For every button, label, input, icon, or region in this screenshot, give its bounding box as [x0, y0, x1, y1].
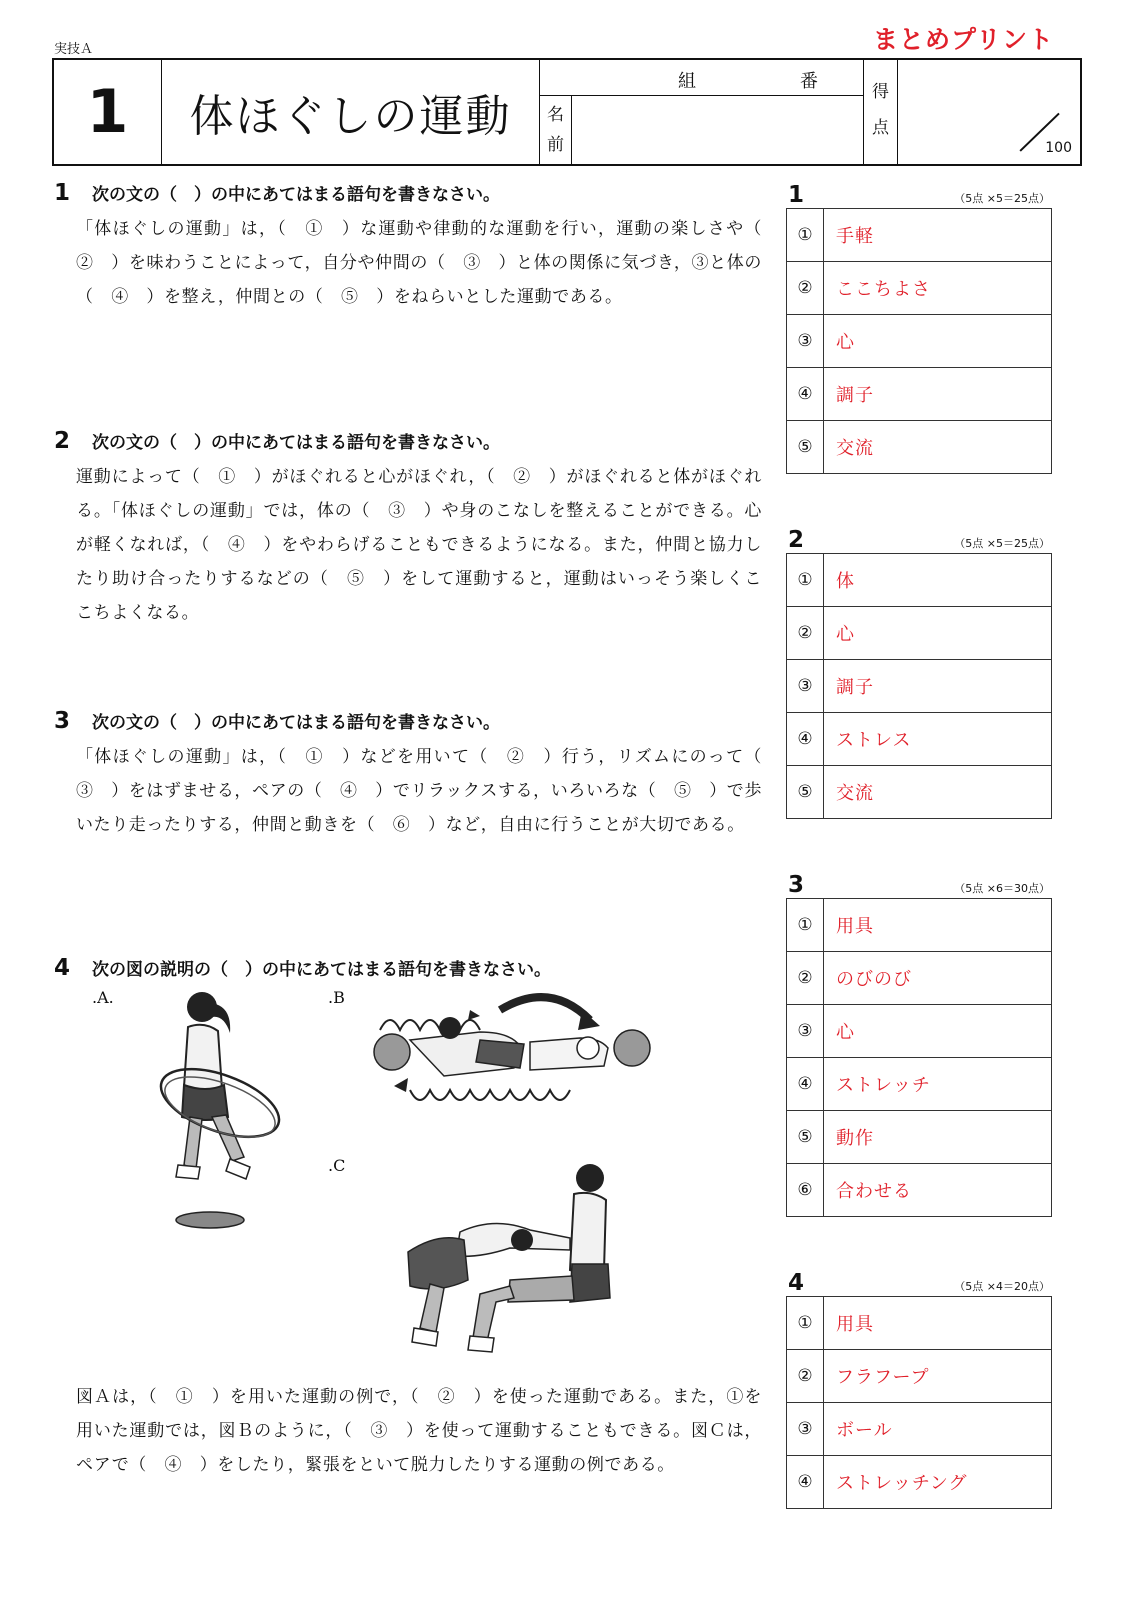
question-text: 運動によって（ ① ）がほぐれると心がほぐれ，（ ② ）がほぐれると体がほぐれる。「体ほぐしの運動」では，体の（ ③ ）や身のこなしを整えることができる。心が軽くなれば，（ ④ ）をやわらげることもできるようになる。また，仲間と協力したり助け合ったりするなどの（ ⑤ ）をして運動すると，運動はいっそう楽しくここちよくなる。: [76, 467, 762, 623]
answer-mark: ①: [787, 1297, 824, 1349]
answer-mark: ④: [787, 713, 824, 765]
question-2: [54, 428, 762, 630]
question-3: [54, 708, 780, 842]
answer-value[interactable]: 用具: [836, 916, 874, 937]
answer-row[interactable]: [787, 765, 1051, 818]
answer-box-2: [786, 525, 1052, 819]
answer-points: （5点 ×6＝30点）: [954, 882, 1050, 895]
question-instruction: 次の文の（ ）の中にあてはまる語句を書きなさい。: [92, 185, 500, 205]
score-label: [864, 60, 898, 164]
answer-points: （5点 ×4＝20点）: [954, 1280, 1050, 1293]
name-label: [540, 96, 572, 164]
answer-row[interactable]: [787, 1349, 1051, 1402]
class-label: 組: [678, 71, 696, 92]
question-text: 「体ほぐしの運動」は，（ ① ）な運動や律動的な運動を行い，運動の楽しさや（ ② ）を味わうことによって，自分や仲間の（ ③ ）と体の関係に気づき，③と体の（ ④ ）を整え，仲間との（ ⑤ ）をねらいとした運動である。: [76, 219, 780, 307]
answer-mark: ①: [787, 554, 824, 606]
answer-mark: ②: [787, 1350, 824, 1402]
question-number: 4: [54, 955, 71, 981]
answer-value[interactable]: ボール: [836, 1420, 893, 1441]
figure-b-ball-illustration: [370, 990, 660, 1110]
answer-row[interactable]: [787, 899, 1051, 951]
figure-a-hula-hoop-illustration: [150, 985, 300, 1235]
answer-mark: ①: [787, 209, 824, 261]
score-label-2: 点: [872, 118, 889, 138]
unit-title: 体ほぐしの運動: [162, 60, 540, 164]
answer-row[interactable]: [787, 1057, 1051, 1110]
answer-value[interactable]: 交流: [836, 438, 874, 459]
seat-label: 番: [800, 71, 818, 92]
answer-mark: ②: [787, 607, 824, 659]
answer-value[interactable]: 動作: [836, 1128, 874, 1149]
answer-row[interactable]: [787, 554, 1051, 606]
answer-row[interactable]: [787, 659, 1051, 712]
answer-row[interactable]: [787, 951, 1051, 1004]
header-box: [52, 58, 1082, 166]
answer-mark: ⑤: [787, 766, 824, 818]
answer-row[interactable]: [787, 1004, 1051, 1057]
question-text: 図Ａは，（ ① ）を用いた運動の例で，（ ② ）を使った運動である。また，①を用いた運動では，図Ｂのように，（ ③ ）を使って運動することもできる。図Ｃは，ペアで（ ④ ）をしたり，緊張をといて脱力したりする運動の例である。: [76, 1387, 762, 1475]
answer-value[interactable]: のびのび: [836, 969, 912, 990]
question-number: 1: [54, 180, 71, 206]
answer-box-1: [786, 180, 1052, 474]
question-instruction: 次の文の（ ）の中にあてはまる語句を書きなさい。: [92, 433, 500, 453]
answer-points: （5点 ×5＝25点）: [954, 537, 1050, 550]
answer-value[interactable]: ここちよさ: [836, 279, 931, 300]
question-1: [54, 180, 780, 314]
answer-mark: ③: [787, 1005, 824, 1057]
answer-value[interactable]: フラフープ: [836, 1367, 930, 1388]
name-label-1: 名: [547, 105, 564, 125]
name-label-2: 前: [547, 135, 564, 155]
answer-row[interactable]: [787, 420, 1051, 473]
answer-value[interactable]: ストレス: [836, 730, 912, 751]
answer-value[interactable]: ストレッチ: [836, 1075, 931, 1096]
question-4: [54, 955, 762, 981]
answer-mark: ④: [787, 1058, 824, 1110]
answer-number: 4: [788, 1270, 805, 1296]
answer-mark: ④: [787, 368, 824, 420]
answer-mark: ⑤: [787, 421, 824, 473]
answer-mark: ④: [787, 1456, 824, 1508]
score-field[interactable]: [898, 60, 1080, 164]
score-label-1: 得: [872, 82, 889, 102]
answer-table: [786, 553, 1052, 819]
figure-b-label: .B: [328, 988, 345, 1007]
answer-row[interactable]: [787, 367, 1051, 420]
unit-number: 1: [54, 60, 162, 164]
answer-value[interactable]: 手軽: [836, 226, 874, 247]
answer-value[interactable]: ストレッチング: [836, 1473, 968, 1494]
answer-row[interactable]: [787, 314, 1051, 367]
answer-mark: ②: [787, 262, 824, 314]
answer-value[interactable]: 心: [836, 332, 855, 353]
answer-value[interactable]: 体: [836, 571, 855, 592]
answer-mark: ③: [787, 660, 824, 712]
answer-row[interactable]: [787, 209, 1051, 261]
answer-table: [786, 898, 1052, 1217]
answer-value[interactable]: 合わせる: [836, 1181, 912, 1202]
answer-box-3: [786, 870, 1052, 1217]
answer-value[interactable]: 心: [836, 1022, 855, 1043]
answer-mark: ③: [787, 1403, 824, 1455]
subject-label: 実技Ａ: [54, 42, 94, 57]
answer-mark: ⑤: [787, 1111, 824, 1163]
answer-value[interactable]: 交流: [836, 783, 874, 804]
answer-mark: ③: [787, 315, 824, 367]
name-field[interactable]: [572, 96, 864, 164]
answer-row[interactable]: [787, 1402, 1051, 1455]
answer-value[interactable]: 心: [836, 624, 855, 645]
answer-row[interactable]: [787, 606, 1051, 659]
score-total: 100: [1045, 140, 1072, 156]
answer-value[interactable]: 調子: [836, 677, 874, 698]
answer-row[interactable]: [787, 1455, 1051, 1508]
answer-number: 1: [788, 182, 805, 208]
answer-row[interactable]: [787, 712, 1051, 765]
figure-c-label: .C: [328, 1156, 346, 1175]
answer-mark: ②: [787, 952, 824, 1004]
answer-value[interactable]: 用具: [836, 1314, 874, 1335]
question-4-text-block: [54, 1380, 762, 1482]
answer-mark: ①: [787, 899, 824, 951]
answer-box-4: [786, 1268, 1052, 1509]
answer-points: （5点 ×5＝25点）: [954, 192, 1050, 205]
question-instruction: 次の文の（ ）の中にあてはまる語句を書きなさい。: [92, 713, 500, 733]
answer-table: [786, 1296, 1052, 1509]
figure-c-pair-stretch-illustration: [400, 1160, 620, 1360]
class-seat-field[interactable]: [540, 60, 864, 96]
answer-number: 2: [788, 527, 805, 553]
answer-row[interactable]: [787, 1163, 1051, 1216]
answer-number: 3: [788, 872, 805, 898]
answer-row[interactable]: [787, 1297, 1051, 1349]
figure-a-label: .A.: [92, 988, 114, 1007]
print-title: まとめプリント: [872, 25, 1054, 54]
question-text: 「体ほぐしの運動」は，（ ① ）などを用いて（ ② ）行う，リズムにのって（ ③ ）をはずませる，ペアの（ ④ ）でリラックスする，いろいろな（ ⑤ ）で歩いたり走ったりする，仲間と動きを（ ⑥ ）など，自由に行うことが大切である。: [76, 747, 780, 835]
question-instruction: 次の図の説明の（ ）の中にあてはまる語句を書きなさい。: [92, 960, 551, 980]
answer-table: [786, 208, 1052, 474]
question-number: 2: [54, 428, 71, 454]
answer-row[interactable]: [787, 261, 1051, 314]
answer-value[interactable]: 調子: [836, 385, 874, 406]
answer-mark: ⑥: [787, 1164, 824, 1216]
question-number: 3: [54, 708, 71, 734]
answer-row[interactable]: [787, 1110, 1051, 1163]
